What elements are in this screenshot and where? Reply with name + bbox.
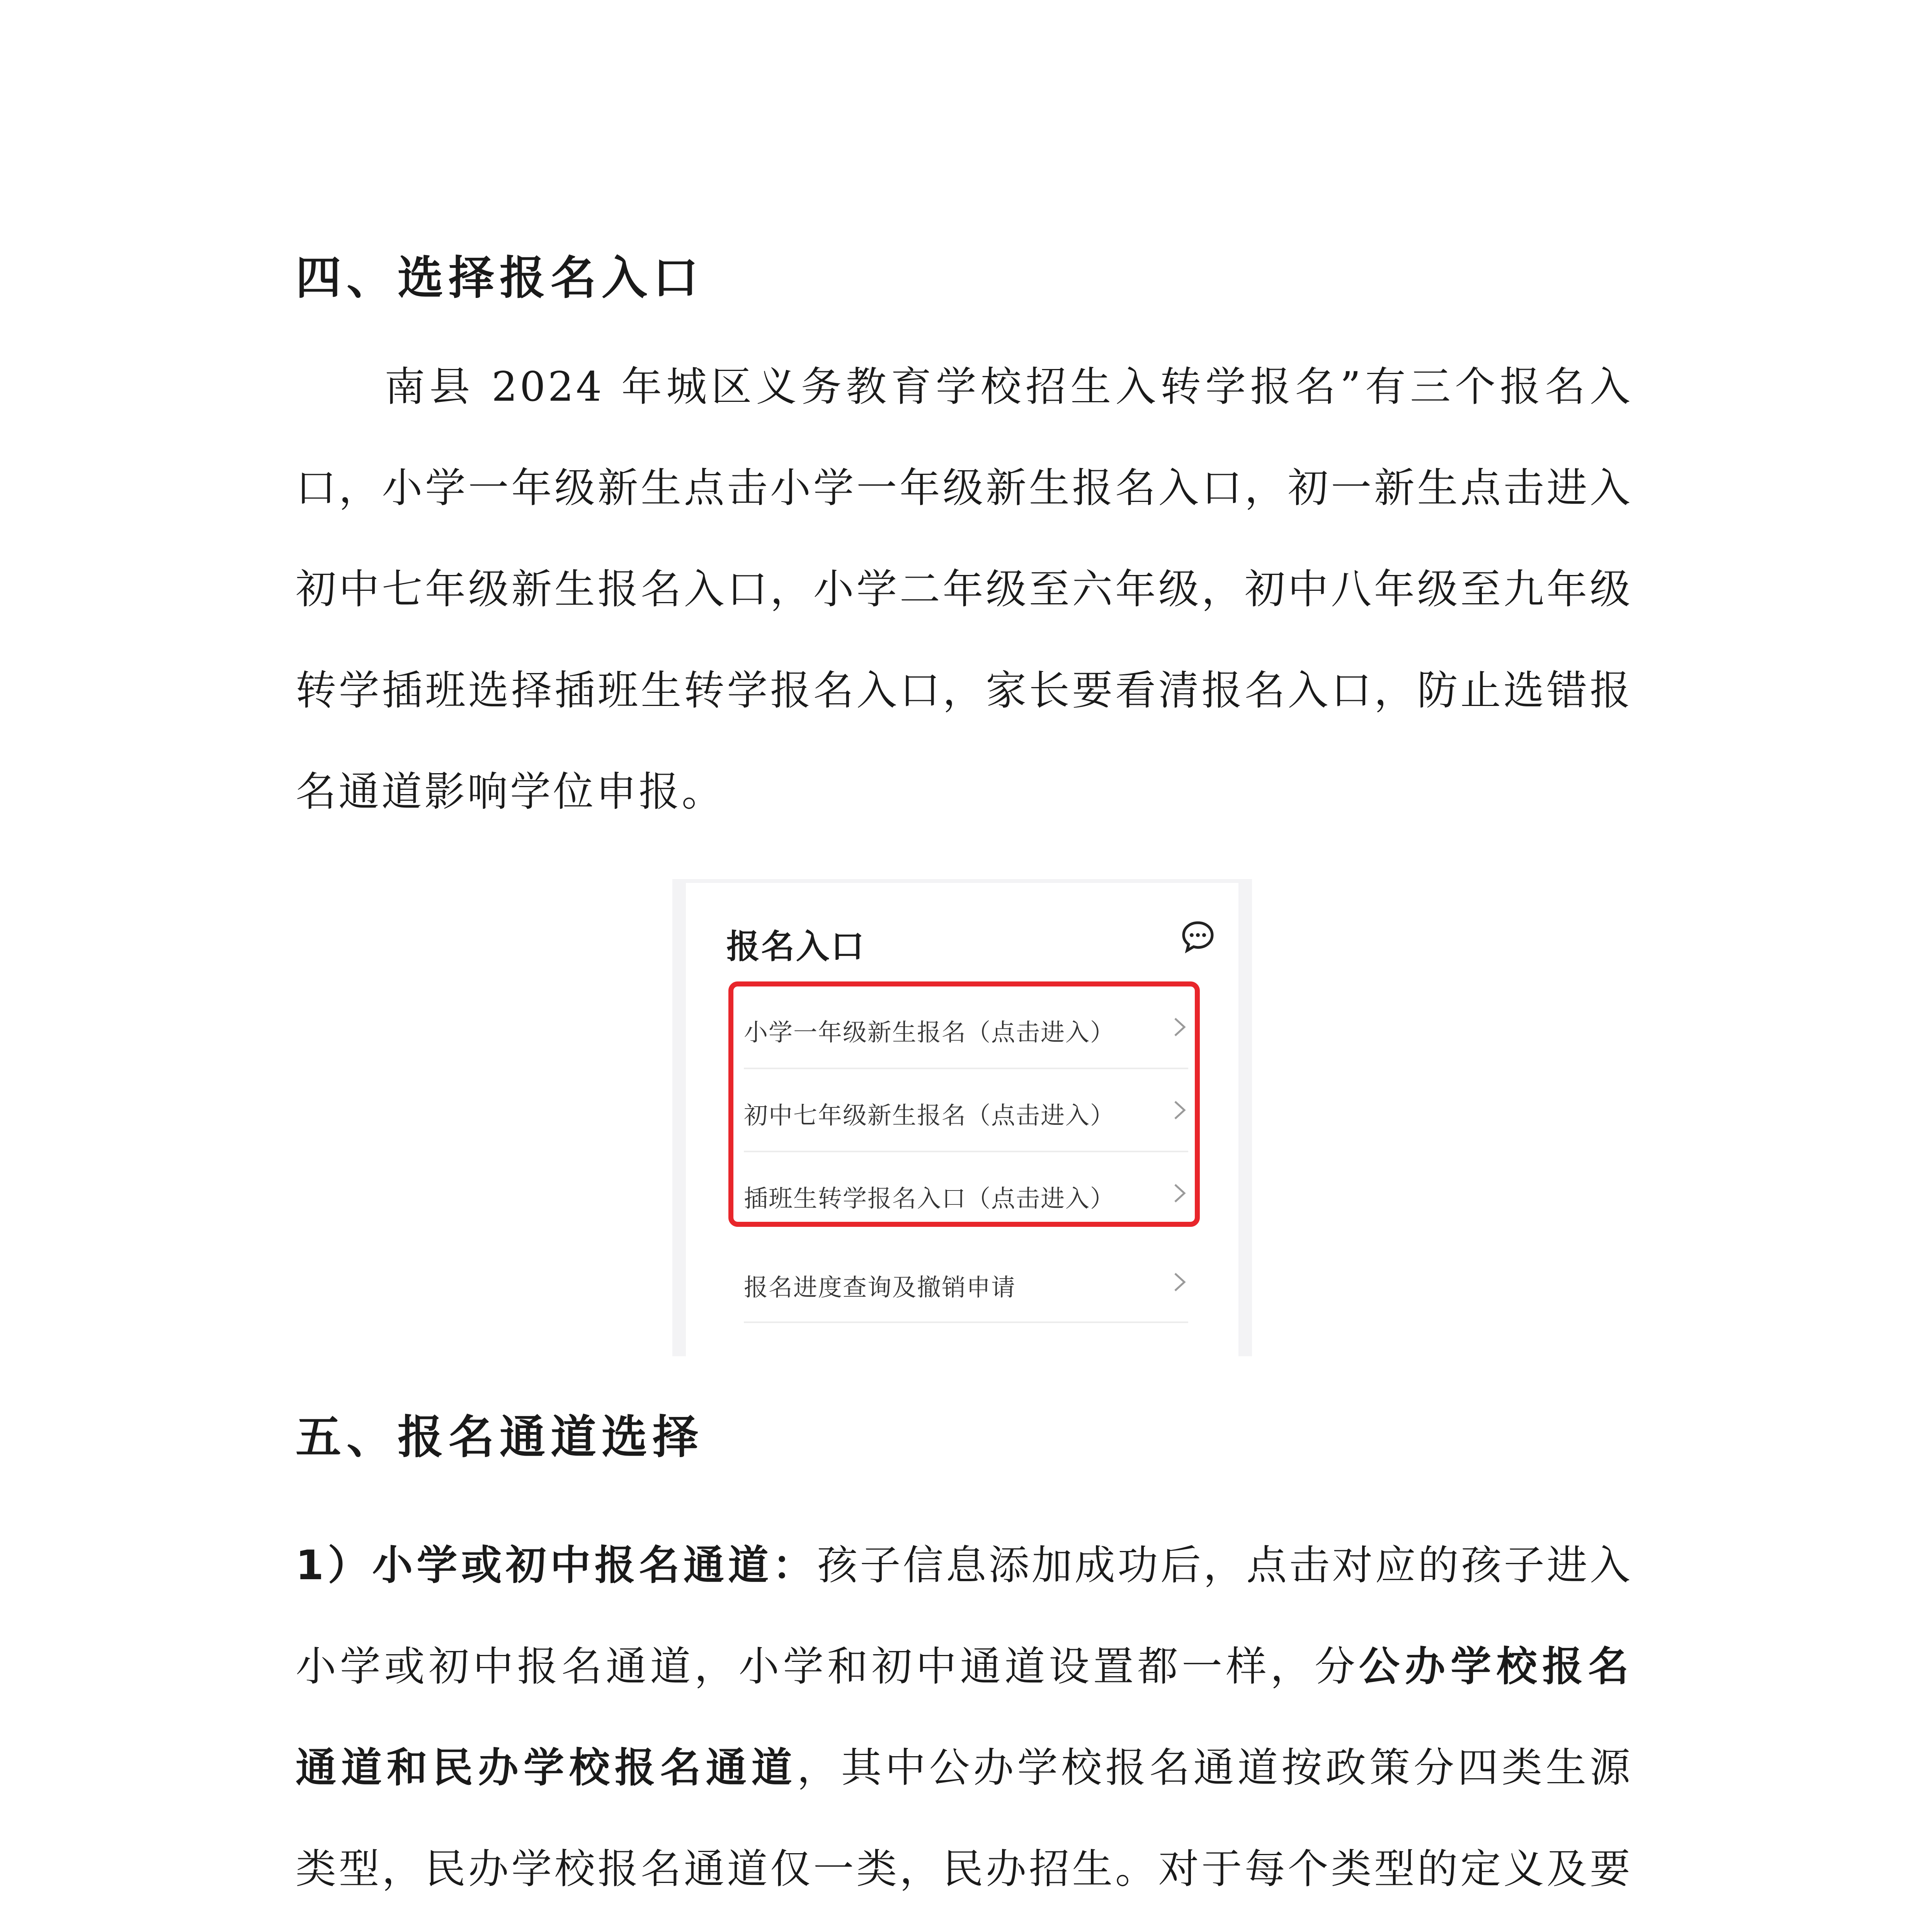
divider <box>744 1321 1188 1323</box>
chevron-right-icon <box>1171 1015 1188 1039</box>
section-4-heading: 四、选择报名入口 <box>296 251 704 304</box>
entry-label: 初中七年级新生报名（点击进入） <box>744 1101 1115 1129</box>
entry-junior-grade7[interactable] <box>744 1068 1188 1151</box>
section-4-paragraph: 南县 2024 年城区义务教育学校招生入转学报名”有三个报名入口，小学一年级新生点击小学一年级新生报名入口，初一新生点击进入初中七年级新生报名入口，小学二年级至六年级，初中八年级至九年级转学插班选择插班生转学报名入口，家长要看清报名入口，防止选错报名通道影响学位申报。 <box>296 363 1633 815</box>
entry-primary-grade1[interactable] <box>744 985 1188 1068</box>
section-5-paragraph <box>296 1515 1633 1932</box>
entry-card-title: 报名入口 <box>726 927 866 966</box>
chevron-right-icon <box>1171 1099 1188 1122</box>
entry-label: 插班生转学报名入口（点击进入） <box>744 1184 1115 1213</box>
entry-card <box>686 883 1238 1356</box>
entry-progress-query[interactable] <box>744 1240 1188 1323</box>
body-text: 孩子信息添加成功后，点击对应的孩子进入小学或初中报名通道，小学和初中通道设置都一样，分 <box>296 1542 1633 1690</box>
chevron-right-icon <box>1171 1270 1188 1294</box>
chevron-right-icon <box>1171 1182 1188 1205</box>
chat-bubble-icon[interactable] <box>1180 920 1215 954</box>
entry-label: 报名进度查询及撤销申请 <box>744 1273 1016 1301</box>
registration-entry-screenshot <box>672 879 1252 1356</box>
body-text: ，其中公办学校报名通道按政策分四类生源类型，民办学校报名通道仅一类，民办招生。对于每个类型的定义及要 <box>296 1744 1633 1893</box>
bold-emphasis: 公办学校报名通道和民办学校报名通道 <box>296 1643 1633 1791</box>
entry-transfer[interactable] <box>744 1151 1188 1235</box>
lead-bold-text: 1）小学或初中报名通道： <box>296 1542 817 1589</box>
section-5-heading: 五、报名通道选择 <box>296 1410 704 1464</box>
entry-label: 小学一年级新生报名（点击进入） <box>744 1018 1115 1046</box>
